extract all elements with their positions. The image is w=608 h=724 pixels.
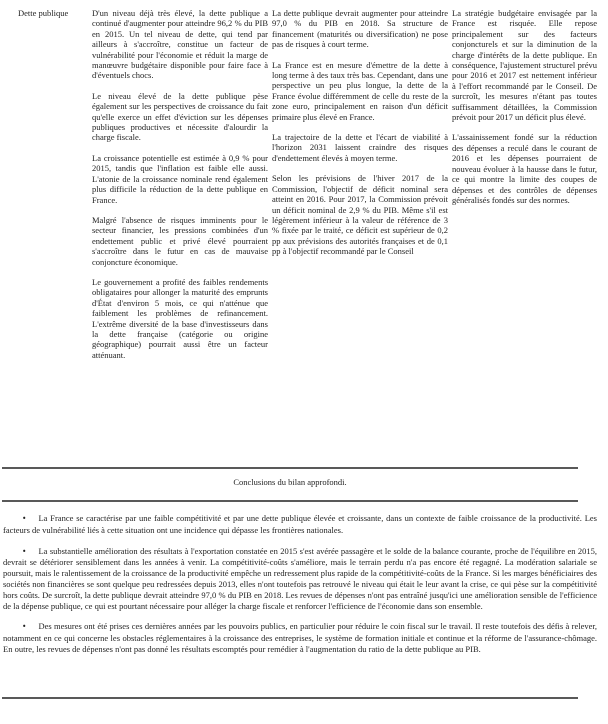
debt-table-row (18, 8, 597, 370)
conclusions-heading-text: Conclusions du bilan approfondi. (233, 477, 347, 487)
column-debt-level (92, 8, 268, 370)
bullet-icon: • (22, 622, 27, 632)
horizontal-rule-bottom (2, 697, 578, 699)
paragraph: L'assainissement fondé sur la réduction des dépenses a reculé dans le courant de 2016 et les dépenses pourraient de nouveau évoluer à la hausse dans le futur, ce qui montre la limite des coupes de dépenses et des contrôles de dépenses généralisés fondés sur des normes. (452, 132, 597, 205)
paragraph: La dette publique devrait augmenter pour atteindre 97,0 % du PIB en 2018. Sa structure de financement (maturités ou diversification) ne pose pas de risques à court terme. (272, 8, 448, 50)
horizontal-rule-top (2, 467, 578, 469)
paragraph: La France est en mesure d'émettre de la dette à long terme à des taux très bas. Cependant, dans une perspective un peu plus longue, la dette de la France évolue différemment de celle du reste de la zone euro, principalement en raison d'un déficit primaire plus élevé en France. (272, 59, 448, 122)
paragraph: La trajectoire de la dette et l'écart de viabilité à l'horizon 2031 laissent craindre des risques d'endettement élevés à moyen terme. (272, 132, 448, 163)
paragraph: Malgré l'absence de risques imminents pour le secteur financier, les pressions combinées d'un endettement public et privé élevé pourraient s'accroître dans le futur en cas de mauvaise conjoncture économique. (92, 214, 268, 267)
bullet-text: La France se caractérise par une faible compétitivité et par une dette publique élevée et croissante, dans un contexte de faible croissance de la productivité. Les facteurs de vulnérabilité liés à cette situation ont une incidence qui dépasse les frontières nationales. (3, 513, 597, 535)
conclusions-heading (2, 477, 578, 487)
paragraph: D'un niveau déjà très élevé, la dette publique a continué d'augmenter pour atteindre 96,2 % du PIB en 2015. Un tel niveau de dette, qui tend par ailleurs à s'accroître, constitue un facteur de vulnérabilité pour l'économie et réduit la marge de manœuvre budgétaire disponible pour faire face à d'éventuels chocs. (92, 8, 268, 81)
bullet-text: La substantielle amélioration des résultats à l'exportation constatée en 2015 s'est avérée passagère et le solde de la balance courante, proche de l'équilibre en 2015, devrait se détériorer sensiblement dans les années à venir. La compétitivité-coûts s'améliore, mais le terrain perdu n'a pas encore été regagné. La modération salariale se poursuit, mais le ralentissement de la croissance de la productivité empêche un redressement plus rapide de la compétitivité-coûts de la France. Si les marges bénéficiaires des sociétés non financières se sont quelque peu redressées depuis 2013, elles n'ont toutefois pas retrouvé le niveau qui était le leur avant la crise, ce qui pèse sur la compétitivité hors coûts. De surcroît, la dette publique devrait atteindre 97,0 % du PIB en 2018. Les revues de dépenses n'ont pas entraîné jusqu'ici une amélioration sensible de l'efficience de la dépense publique, ce qui est pourtant nécessaire pour alléger la charge fiscale et renforcer l'efficience de l'économie dans son ensemble. (3, 545, 597, 611)
column-debt-outlook (272, 8, 448, 370)
paragraph: La croissance potentielle est estimée à 0,9 % pour 2015, tandis que l'inflation est faible elle aussi. L'atonie de la croissance nominale rend également plus difficile la réduction de la dette publique en France. (92, 152, 268, 205)
bullet-item (3, 621, 597, 654)
column-budget-strategy (452, 8, 597, 370)
row-label-dette-publique: Dette publique (18, 8, 69, 18)
paragraph: La stratégie budgétaire envisagée par la France est risquée. Elle repose principalement sur des facteurs conjoncturels et sur la diminution de la charge d'intérêts de la dette publique. En conséquence, l'ajustement structurel prévu pour 2016 et 2017 est nettement inférieur à l'effort recommandé par le Conseil. De surcroît, les mesures n'étant pas toutes suffisamment détaillées, la Commission prévoit pour 2017 un déficit plus élevé. (452, 8, 597, 123)
bullet-icon: • (22, 514, 27, 523)
paragraph: Le niveau élevé de la dette publique pèse également sur les perspectives de croissance du fait qu'elle exerce un effet d'éviction sur les dépenses publiques productives et nécessite d'alourdir la charge fiscale. (92, 90, 268, 143)
paragraph: Selon les prévisions de l'hiver 2017 de la Commission, l'objectif de déficit nominal sera atteint en 2016. Pour 2017, la Commission prévoit un déficit nominal de 2,9 % du PIB. Même s'il est légèrement inférieur à la valeur de référence de 3 % fixée par le traité, ce déficit est supérieur de 0,2 pp aux prévisions des autorités françaises et de 0,1 pp à l'objectif recommandé par le Conseil (272, 173, 448, 257)
bullet-text: Des mesures ont été prises ces dernières années par les pouvoirs publics, en particulier pour réduire le coin fiscal sur le travail. Il reste toutefois des défis à relever, notamment en ce qui concerne les obstacles réglementaires à la croissance des entreprises, le système de formation initiale et continue et la réforme de l'assurance-chômage. En outre, les revues de dépenses n'ont pas donné les résultats escomptés pour remédier à l'augmentation du ratio de la dette publique au PIB. (3, 621, 597, 654)
bullet-item (3, 513, 597, 536)
horizontal-rule-middle (2, 500, 578, 502)
bullet-icon: • (22, 546, 27, 556)
paragraph: Le gouvernement a profité des faibles rendements obligataires pour allonger la maturité des emprunts d'État d'environ 5 mois, ce qui n'atténue que faiblement les problèmes de refinancement. L'extrême diversité de la base d'investisseurs dans la dette française (catégorie ou origine géographique) pourrait aussi être un facteur atténuant. (92, 276, 268, 360)
conclusions-bullet-list (3, 513, 597, 665)
bullet-item (3, 546, 597, 612)
